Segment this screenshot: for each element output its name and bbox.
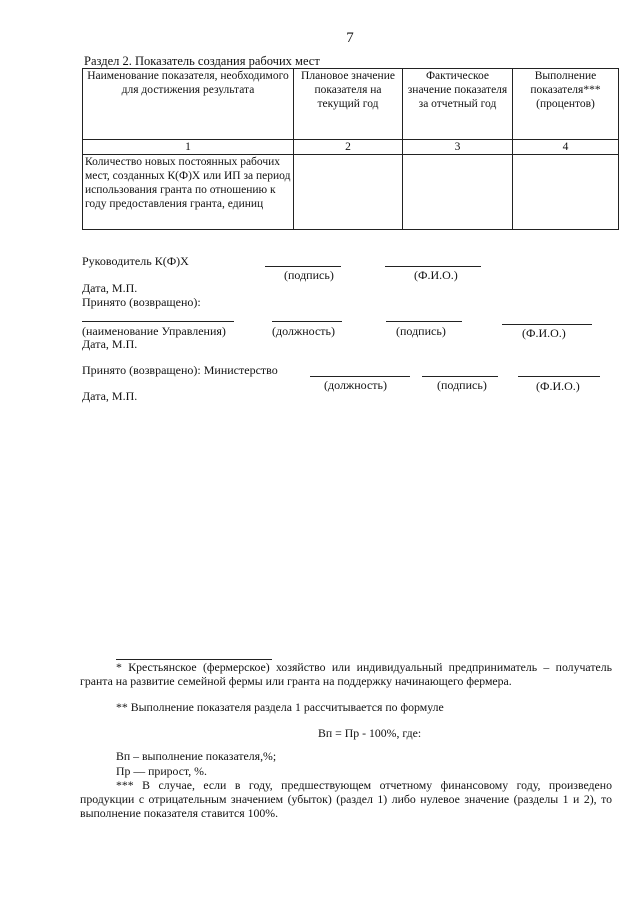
fio-caption: (Ф.И.О.) — [414, 268, 458, 282]
accepted-ministry-label: Принято (возвращено): Министерство — [82, 363, 278, 377]
column-number: 1 — [83, 140, 294, 155]
column-number: 2 — [294, 140, 403, 155]
footnote-3-text: *** В случае, если в году, предшествующем отчетному финансовому году, произведено продукции с отрицательным значением (убыток) (раздел 1) либо нулевое значение (разделы 1 и 2), то выполнение показателя ставится 100%. — [80, 778, 612, 820]
signature-caption: (подпись) — [396, 324, 446, 338]
definition-vp: Вп – выполнение показателя,%; — [116, 749, 277, 763]
head-label: Руководитель К(Ф)Х — [82, 254, 189, 268]
accepted-label: Принято (возвращено): — [82, 295, 201, 309]
column-number: 3 — [403, 140, 513, 155]
signature-caption: (подпись) — [284, 268, 334, 282]
definition-pr: Пр — прирост, %. — [116, 764, 207, 778]
fio-line — [385, 266, 481, 267]
table-cell — [403, 155, 513, 230]
table-row — [83, 155, 619, 230]
table-cell — [294, 155, 403, 230]
date-stamp-label: Дата, М.П. — [82, 337, 138, 351]
column-number: 4 — [513, 140, 619, 155]
footnote-1-text: * Крестьянское (фермерское) хозяйство или индивидуальный предприниматель – получатель гранта на развитие семейной фермы или гранта на поддержку начинающего фермера. — [80, 660, 612, 688]
indicator-table — [82, 68, 619, 230]
signature-line — [386, 321, 462, 322]
table-cell: Количество новых постоянных рабочих мест, созданных К(Ф)Х или ИП за период использования гранта по отношению к году предоставления гранта, единиц — [83, 155, 294, 230]
column-number-row — [83, 140, 619, 155]
footnote-2 — [80, 700, 612, 714]
signature-line — [265, 266, 341, 267]
formula: Вп = Пр - 100%, где: — [318, 726, 422, 740]
footnote-3 — [80, 778, 612, 820]
fio-line — [502, 324, 592, 325]
position-line — [310, 376, 410, 377]
date-stamp-label: Дата, М.П. — [82, 389, 138, 403]
table-cell — [513, 155, 619, 230]
header-completion: Выполнение показателя*** (процентов) — [513, 69, 619, 140]
signature-line — [422, 376, 498, 377]
footnote-2-text: ** Выполнение показателя раздела 1 рассчитывается по формуле — [116, 700, 444, 714]
position-caption: (должность) — [324, 378, 387, 392]
position-caption: (должность) — [272, 324, 335, 338]
fio-line — [518, 376, 600, 377]
table-header-row — [83, 69, 619, 140]
date-stamp-label: Дата, М.П. — [82, 281, 138, 295]
fio-caption: (Ф.И.О.) — [536, 379, 580, 393]
page-number: 7 — [346, 30, 354, 46]
section-title: Раздел 2. Показатель создания рабочих мест — [84, 54, 320, 68]
position-line — [272, 321, 342, 322]
header-actual-value: Фактическое значение показателя за отчетный год — [403, 69, 513, 140]
fio-caption: (Ф.И.О.) — [522, 326, 566, 340]
header-planned-value: Плановое значение показателя на текущий год — [294, 69, 403, 140]
department-caption: (наименование Управления) — [82, 324, 226, 338]
header-indicator-name: Наименование показателя, необходимого для достижения результата — [83, 69, 294, 140]
footnote-1 — [80, 660, 612, 688]
signature-caption: (подпись) — [437, 378, 487, 392]
department-line — [82, 321, 234, 322]
